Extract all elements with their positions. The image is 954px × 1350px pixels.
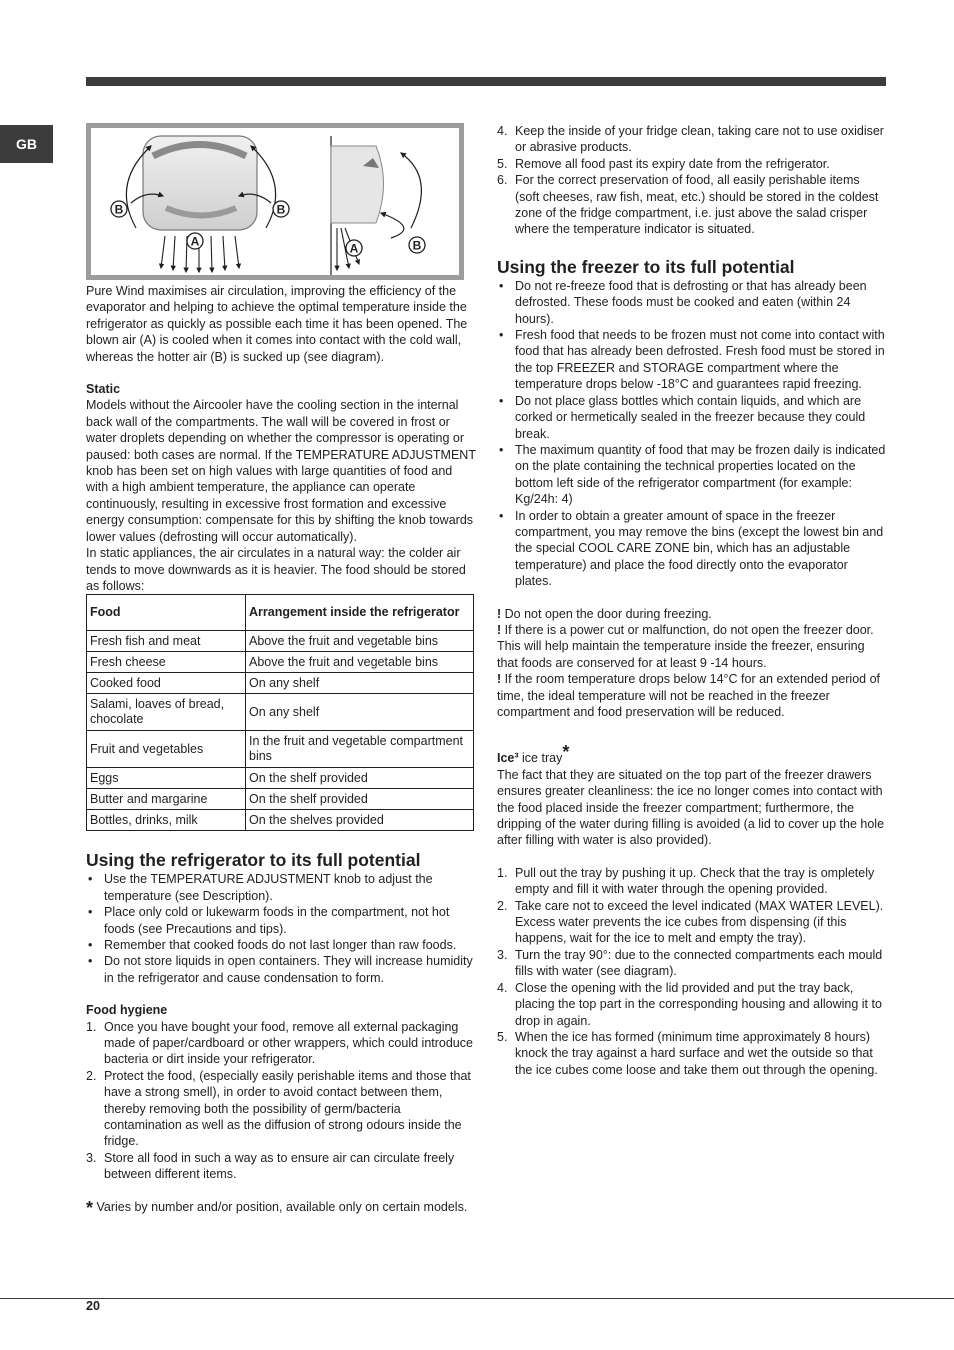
page-number: 20 [86, 1299, 100, 1313]
ice-heading-bold: Ice³ [497, 751, 519, 766]
ice-heading-rest: ice tray [522, 751, 563, 766]
table-header-food: Food [87, 595, 246, 631]
table-cell: Bottles, drinks, milk [87, 810, 246, 831]
list-item: • Place only cold or lukewarm foods in the compartment, not hot foods (see Precautions and tips). [88, 905, 450, 936]
list-item: 6. For the correct preservation of food, all easily perishable items (soft cheeses, raw fish, meat, etc.) should be stored in the coldest zone of the fridge compartment, i.e. just above the salad crisper where the temperature indicator is situated. [497, 173, 879, 237]
label-a-right: A [349, 241, 359, 256]
list-item: 1. Once you have bought your food, remove all external packaging made of paper/cardboard or other wrappers, which could introduce bacteria or dirt inside your refrigerator. [86, 1019, 473, 1067]
warning-item: ! Do not open the door during freezing. [497, 606, 712, 621]
table-row [87, 652, 474, 673]
freezer-bullet-list [497, 278, 887, 590]
warnings [497, 606, 887, 721]
list-item: • Do not store liquids in open containers. They will increase humidity in the refrigerator and cause condensation to form. [88, 954, 473, 985]
footnote [86, 1199, 476, 1216]
footer-rule [0, 1298, 954, 1299]
fridge-heading: Using the refrigerator to its full potential [86, 850, 421, 871]
list-item: 3. Store all food in such a way as to ensure air can circulate freely between different items. [86, 1150, 455, 1182]
intro-paragraph: Pure Wind maximises air circulation, improving the efficiency of the evaporator and helping to achieve the optimal temperature inside the refrigerator as quickly as possible each time it has been opened. The blown air (A) is cooled when it comes into contact with the cold wall, whereas the hotter air (B) is sucked up (see diagram). [86, 284, 468, 364]
table-row [87, 789, 474, 810]
table-row [87, 673, 474, 694]
hygiene-list [86, 1019, 476, 1183]
list-item: • Do not re-freeze food that is defrosting or that has already been defrosted. These foods must be cooked and eaten (within 24 hours). [499, 278, 867, 326]
list-item: 5. When the ice has formed (minimum time approximately 8 hours) knock the tray against a hard surface and wet the outside so that the ice cubes come loose and take them out through the opening. [497, 1029, 878, 1077]
table-cell: Fruit and vegetables [87, 731, 246, 768]
table-cell: Butter and margarine [87, 789, 246, 810]
hygiene-heading: Food hygiene [86, 1003, 168, 1018]
table-cell: On the shelf provided [246, 789, 474, 810]
right-column [497, 123, 887, 1078]
table-cell: Fresh fish and meat [87, 631, 246, 652]
static-heading: Static [86, 382, 121, 397]
ice-paragraph: The fact that they are situated on the top part of the freezer drawers ensures greater cleanliness: the ice no longer comes into contact with the food placed inside the freezer compartment; furthermore, the dripping of the water during filling is avoided (a lid to cover up the hole after filling with water is also provided). [497, 767, 885, 848]
food-storage-table [86, 594, 474, 831]
table-cell: On the shelf provided [246, 768, 474, 789]
table-cell: In the fruit and vegetable compartment bins [246, 731, 474, 768]
left-column [86, 283, 476, 1216]
list-item: • The maximum quantity of food that may be frozen daily is indicated on the plate containing the technical properties located on the bottom left side of the refrigerator compartment (for example: Kg/24h: 4) [499, 442, 886, 507]
warning-item: ! If there is a power cut or malfunction, do not open the freezer door. This will help maintain the temperature inside the freezer, ensuring that foods are conserved for at least 9 -14 hours. [497, 622, 874, 670]
static-paragraph: Models without the Aircooler have the cooling section in the internal back wall of the compartments. The wall will be covered in frost or water droplets depending on whether the compressor is operating or paused: both cases are normal. If the TEMPERATURE ADJUSTMENT knob has been set on high values with large quantities of food and with a high ambient temperature, the appliance can operate continuously, resulting in excessive frost formation and excessive energy consumption: compensate for this by shifting the knob towards lower values (defrosting will occur automatically). [86, 398, 476, 544]
list-item: 1. Pull out the tray by pushing it up. Check that the tray is ompletely empty and fill it with water through the opening provided. [497, 865, 875, 897]
label-a-left: A [190, 234, 200, 249]
fan-unit-side [331, 146, 384, 223]
table-row [87, 810, 474, 831]
list-item: • Use the TEMPERATURE ADJUSTMENT knob to adjust the temperature (see Description). [88, 872, 433, 903]
table-header-arrangement: Arrangement inside the refrigerator [246, 595, 474, 631]
table-cell: Cooked food [87, 673, 246, 694]
airflow-diagram [86, 123, 464, 280]
list-item: 4. Keep the inside of your fridge clean, taking care not to use oxidiser or abrasive products. [497, 124, 884, 155]
table-cell: Eggs [87, 768, 246, 789]
footnote-text: Varies by number and/or position, available only on certain models. [96, 1199, 468, 1214]
label-b-side: B [412, 238, 422, 253]
list-item: • Remember that cooked foods do not last longer than raw foods. [88, 937, 457, 952]
table-cell: Above the fruit and vegetable bins [246, 631, 474, 652]
table-cell: Salami, loaves of bread, chocolate [87, 694, 246, 731]
warning-item: ! If the room temperature drops below 14°C for an extended period of time, the ideal temperature will not be reached in the freezer compartment and food preservation will be reduced. [497, 672, 881, 719]
list-item: 3. Turn the tray 90°: due to the connected compartments each mould fills with water (see diagram). [497, 947, 883, 979]
table-row [87, 694, 474, 731]
label-b-right: B [276, 202, 286, 217]
list-item: • Do not place glass bottles which contain liquids, and which are corked or hermetically sealed in the freezer because they could break. [499, 393, 866, 441]
fridge-bullet-list [86, 871, 476, 986]
ice-steps-list [497, 865, 887, 1078]
table-row [87, 631, 474, 652]
list-item: 4. Close the opening with the lid provided and put the tray back, placing the top part in the corresponding housing and allowing it to drop in again. [497, 980, 882, 1028]
list-item: 5. Remove all food past its expiry date from the refrigerator. [497, 156, 830, 171]
language-tab [0, 125, 53, 163]
airflow-diagram-svg [91, 128, 459, 275]
table-header-row [87, 595, 474, 631]
header-rule [86, 77, 886, 86]
table-cell: On any shelf [246, 673, 474, 694]
table-cell: Above the fruit and vegetable bins [246, 652, 474, 673]
label-b-left: B [114, 202, 124, 217]
table-cell: Fresh cheese [87, 652, 246, 673]
list-item: 2. Take care not to exceed the level indicated (MAX WATER LEVEL). Excess water prevents the ice cubes from dispensing (if this happens, wait for the ice to melt and empty the tray). [497, 898, 884, 946]
table-row [87, 731, 474, 768]
ice-star: * [562, 742, 570, 763]
ice-heading [497, 744, 887, 766]
list-item: • Fresh food that needs to be frozen must not come into contact with food that has already been defrosted. Fresh food must be stored in the top FREEZER and STORAGE compartment where the temperature drops below -18°C and guarantees rapid freezing. [499, 328, 885, 392]
hygiene-list-continued [497, 123, 887, 238]
footnote-star: * [86, 1197, 94, 1218]
table-row [87, 768, 474, 789]
list-item: • In order to obtain a greater amount of space in the freezer compartment, you may remove the bins (except the lowest bin and the special COOL CARE ZONE bin, which has an adjustable temperature) and place the food directly onto the evaporator plates. [499, 508, 884, 589]
freezer-heading: Using the freezer to its full potential [497, 256, 795, 277]
table-cell: On any shelf [246, 694, 474, 731]
static-paragraph-2: In static appliances, the air circulates in a natural way: the colder air tends to move downwards as it is heavier. The food should be stored as follows: [86, 546, 466, 593]
language-tab-label: GB [16, 136, 37, 152]
table-cell: On the shelves provided [246, 810, 474, 831]
list-item: 2. Protect the food, (especially easily perishable items and those that have a strong smell), in order to avoid contact between them, thereby removing both the possibility of germ/bacteria contamination as well as the diffusion of strong odours inside the fridge. [86, 1068, 471, 1149]
